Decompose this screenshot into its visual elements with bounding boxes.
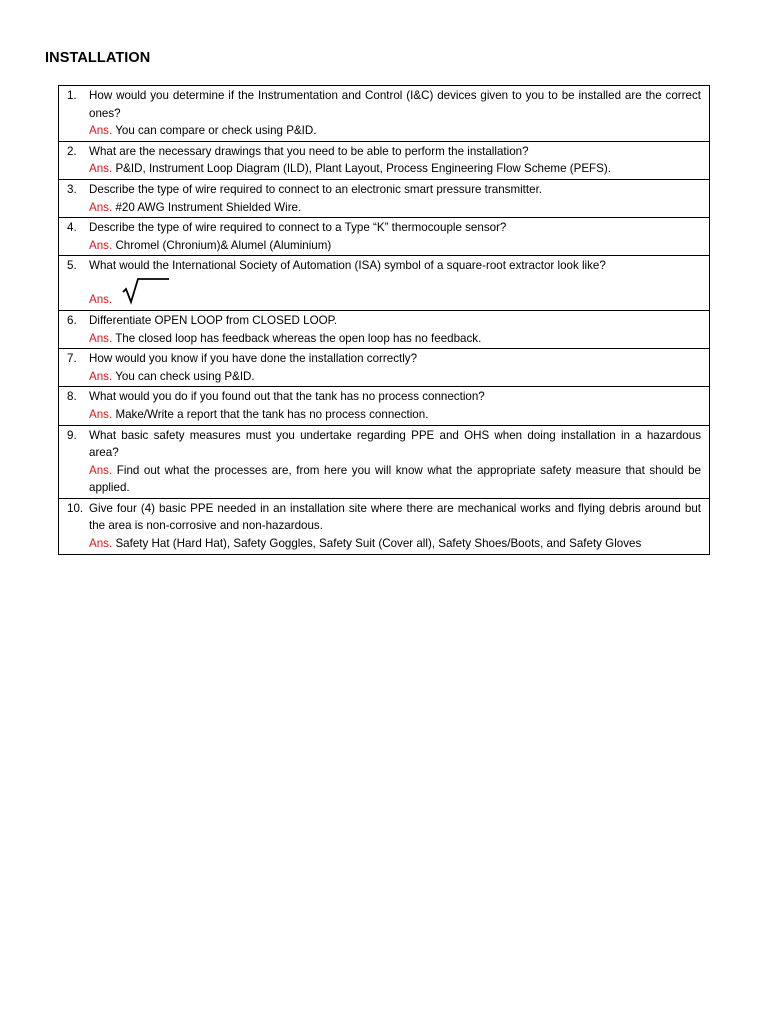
question-number: 2. xyxy=(67,144,77,158)
answer-text: Make/Write a report that the tank has no process connection. xyxy=(115,407,429,421)
question-number: 10. xyxy=(67,501,84,515)
question-text: How would you know if you have done the installation correctly? xyxy=(89,352,418,366)
qa-row-1 xyxy=(59,86,709,141)
question-number: 8. xyxy=(67,390,77,404)
qa-row-8 xyxy=(59,386,709,424)
question-number: 1. xyxy=(67,89,77,102)
answer-text: Safety Hat (Hard Hat), Safety Goggles, Safety Suit (Cover all), Safety Shoes/Boots, and Safety Gloves xyxy=(115,537,642,551)
question-text: How would you determine if the Instrumentation and Control (I&C) devices given to you to be installed are the correct ones? xyxy=(89,89,701,120)
answer-text: Chromel (Chronium)& Alumel (Aluminium) xyxy=(115,238,332,252)
answer-label: Ans. xyxy=(89,293,113,307)
qa-row-10 xyxy=(59,498,709,554)
question-text: What are the necessary drawings that you need to be able to perform the installation? xyxy=(89,144,529,158)
answer-label: Ans. xyxy=(89,331,113,345)
question-number: 6. xyxy=(67,313,77,327)
answer-label: Ans. xyxy=(89,200,113,214)
qa-table xyxy=(58,85,710,555)
qa-row-9 xyxy=(59,425,709,498)
answer-label: Ans. xyxy=(89,124,113,138)
answer-label: Ans. xyxy=(89,162,113,176)
question-text: What would you do if you found out that the tank has no process connection? xyxy=(89,390,485,404)
answer-label: Ans. xyxy=(89,238,113,252)
answer-text: #20 AWG Instrument Shielded Wire. xyxy=(115,200,302,214)
answer-text: You can check using P&ID. xyxy=(115,369,255,383)
question-number: 7. xyxy=(67,352,77,366)
question-text: Give four (4) basic PPE needed in an installation site where there are mechanical works and flying debris around but the area is non-corrosive and non-hazardous. xyxy=(89,501,701,533)
question-number: 9. xyxy=(67,428,77,442)
answer-text: Find out what the processes are, from here you will know what the appropriate safety measure that should be applied. xyxy=(89,463,701,495)
answer-label: Ans. xyxy=(89,407,113,421)
answer-text: The closed loop has feedback whereas the open loop has no feedback. xyxy=(115,331,482,345)
qa-row-7 xyxy=(59,348,709,386)
page-title: INSTALLATION xyxy=(45,50,151,66)
answer-label: Ans. xyxy=(89,537,113,551)
question-text: Describe the type of wire required to connect to an electronic smart pressure transmitter. xyxy=(89,182,543,196)
square-root-icon xyxy=(122,277,170,305)
question-text: Differentiate OPEN LOOP from CLOSED LOOP. xyxy=(89,313,338,327)
qa-row-4 xyxy=(59,217,709,255)
answer-text: P&ID, Instrument Loop Diagram (ILD), Plant Layout, Process Engineering Flow Scheme (PEFS). xyxy=(115,162,611,176)
question-number: 4. xyxy=(67,221,77,235)
question-text: What basic safety measures must you undertake regarding PPE and OHS when doing installation in a hazardous area? xyxy=(89,428,701,460)
question-text: What would the International Society of Automation (ISA) symbol of a square-root extractor look like? xyxy=(89,259,606,273)
question-number: 5. xyxy=(67,259,77,273)
question-number: 3. xyxy=(67,182,77,196)
qa-row-2 xyxy=(59,141,709,179)
qa-row-5 xyxy=(59,255,709,310)
qa-row-3 xyxy=(59,179,709,217)
answer-label: Ans. xyxy=(89,369,113,383)
question-text: Describe the type of wire required to connect to a Type “K” thermocouple sensor? xyxy=(89,221,507,235)
qa-row-6 xyxy=(59,310,709,348)
answer-text: You can compare or check using P&ID. xyxy=(115,124,317,138)
answer-label: Ans. xyxy=(89,463,113,477)
